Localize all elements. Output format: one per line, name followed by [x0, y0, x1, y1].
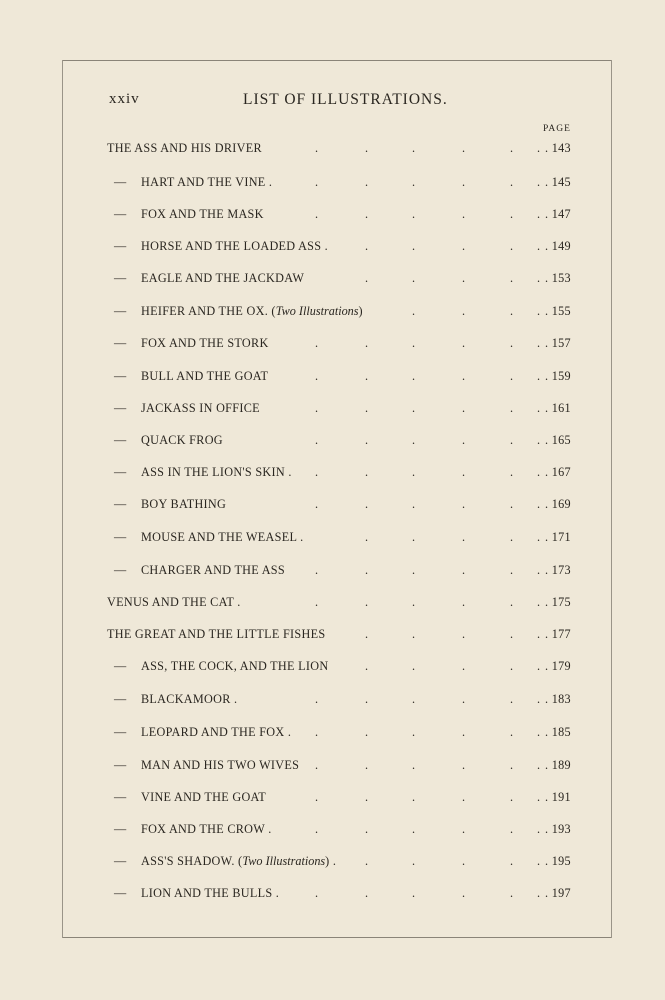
list-item: [0, 595, 665, 615]
page-number: . 153: [545, 271, 571, 285]
entry-title: FOX AND THE CROW .: [141, 822, 272, 836]
ditto-dash: —: [114, 433, 127, 447]
ditto-dash: —: [114, 530, 127, 544]
page-folio: xxiv: [109, 91, 140, 107]
leader-dots: . . . . . .: [315, 822, 541, 836]
entry-title: ASS IN THE LION'S SKIN .: [141, 465, 292, 479]
leader-dots: . . . . .: [365, 530, 541, 544]
ditto-dash: —: [114, 692, 127, 706]
entry-title: MOUSE AND THE WEASEL .: [141, 530, 304, 544]
ditto-dash: —: [114, 563, 127, 577]
list-item: [0, 627, 665, 647]
list-item: [0, 854, 665, 874]
page-number: . 179: [545, 659, 571, 673]
entry-title: VENUS AND THE CAT .: [107, 595, 241, 609]
list-item: [0, 207, 665, 227]
page-number: . 171: [545, 530, 571, 544]
ditto-dash: —: [114, 725, 127, 739]
page-number: . 155: [545, 304, 571, 318]
leader-dots: . . . . .: [365, 854, 541, 868]
entry-title: FOX AND THE STORK: [141, 336, 269, 350]
ditto-dash: —: [114, 336, 127, 350]
ditto-dash: —: [114, 790, 127, 804]
running-title: LIST OF ILLUSTRATIONS.: [243, 91, 448, 108]
ditto-dash: —: [114, 854, 127, 868]
ditto-dash: —: [114, 822, 127, 836]
list-item: [0, 369, 665, 389]
leader-dots: . . . . . .: [315, 725, 541, 739]
leader-dots: . . . . . .: [315, 465, 541, 479]
leader-dots: . . . . . .: [315, 401, 541, 415]
entry-title: CHARGER AND THE ASS: [141, 563, 285, 577]
entry-title: BULL AND THE GOAT: [141, 369, 269, 383]
page-number: . 157: [545, 336, 571, 350]
page-number: . 143: [545, 141, 571, 155]
ditto-dash: —: [114, 175, 127, 189]
page-number: . 173: [545, 563, 571, 577]
entry-title: QUACK FROG: [141, 433, 223, 447]
list-item: [0, 336, 665, 356]
ditto-dash: —: [114, 758, 127, 772]
page-number: . 189: [545, 758, 571, 772]
leader-dots: . . . . . .: [315, 692, 541, 706]
list-item: [0, 692, 665, 712]
leader-dots: . . . . .: [365, 239, 541, 253]
leader-dots: . . . . . .: [315, 563, 541, 577]
ditto-dash: —: [114, 401, 127, 415]
leader-dots: . . . . . .: [315, 790, 541, 804]
page-number: . 161: [545, 401, 571, 415]
leader-dots: . . . . . .: [315, 141, 541, 155]
entry-title: BLACKAMOOR .: [141, 692, 238, 706]
ditto-dash: —: [114, 497, 127, 511]
list-item: [0, 433, 665, 453]
entry-title: ASS'S SHADOW. (Two Illustrations) .: [141, 854, 337, 868]
ditto-dash: —: [114, 271, 127, 285]
list-item: [0, 822, 665, 842]
leader-dots: . . . . . .: [315, 175, 541, 189]
page-number: . 159: [545, 369, 571, 383]
page-number: . 165: [545, 433, 571, 447]
page-number: . 167: [545, 465, 571, 479]
list-item: [0, 175, 665, 195]
entry-title: THE GREAT AND THE LITTLE FISHES: [107, 627, 326, 641]
leader-dots: . . . . . .: [315, 886, 541, 900]
page-number: . 197: [545, 886, 571, 900]
ditto-dash: —: [114, 465, 127, 479]
leader-dots: . . . . . .: [315, 336, 541, 350]
entry-note: Two Illustrations: [275, 304, 359, 318]
leader-dots: . . . . .: [365, 659, 541, 673]
page-number: . 145: [545, 175, 571, 189]
entry-title: MAN AND HIS TWO WIVES: [141, 758, 300, 772]
page-number: . 149: [545, 239, 571, 253]
entry-title: VINE AND THE GOAT: [141, 790, 267, 804]
leader-dots: . . . . . .: [315, 433, 541, 447]
leader-dots: . . . .: [412, 304, 541, 318]
list-item: [0, 886, 665, 906]
list-item: [0, 304, 665, 324]
entry-title: HEIFER AND THE OX. (Two Illustrations): [141, 304, 363, 318]
ditto-dash: —: [114, 239, 127, 253]
entry-title: JACKASS IN OFFICE: [141, 401, 260, 415]
leader-dots: . . . . .: [365, 271, 541, 285]
list-item: [0, 401, 665, 421]
entry-title: THE ASS AND HIS DRIVER: [107, 141, 262, 155]
ditto-dash: —: [114, 659, 127, 673]
page-number: . 169: [545, 497, 571, 511]
page-number: . 175: [545, 595, 571, 609]
page-number: . 195: [545, 854, 571, 868]
list-item: [0, 530, 665, 550]
page-column-label: PAGE: [543, 124, 571, 134]
list-item: [0, 497, 665, 517]
page-number: . 185: [545, 725, 571, 739]
list-item: [0, 239, 665, 259]
list-item: [0, 141, 665, 161]
leader-dots: . . . . . .: [315, 369, 541, 383]
ditto-dash: —: [114, 369, 127, 383]
leader-dots: . . . . . .: [315, 595, 541, 609]
page-number: . 191: [545, 790, 571, 804]
entry-title: FOX AND THE MASK: [141, 207, 264, 221]
list-item: [0, 659, 665, 679]
leader-dots: . . . . . .: [315, 497, 541, 511]
page-number: . 193: [545, 822, 571, 836]
ditto-dash: —: [114, 304, 127, 318]
list-item: [0, 758, 665, 778]
list-item: [0, 725, 665, 745]
list-item: [0, 465, 665, 485]
page-number: . 183: [545, 692, 571, 706]
entry-title: HORSE AND THE LOADED ASS .: [141, 239, 329, 253]
entry-title: EAGLE AND THE JACKDAW: [141, 271, 305, 285]
bottom-rule: [62, 937, 612, 938]
leader-dots: . . . . . .: [315, 758, 541, 772]
page-number: . 177: [545, 627, 571, 641]
page-number: . 147: [545, 207, 571, 221]
leader-dots: . . . . .: [365, 627, 541, 641]
entry-note: Two Illustrations: [242, 854, 326, 868]
ditto-dash: —: [114, 886, 127, 900]
entry-title: ASS, THE COCK, AND THE LION: [141, 659, 329, 673]
leader-dots: . . . . . .: [315, 207, 541, 221]
ditto-dash: —: [114, 207, 127, 221]
list-item: [0, 790, 665, 810]
entry-title: LION AND THE BULLS .: [141, 886, 280, 900]
list-item: [0, 563, 665, 583]
top-rule: [62, 60, 612, 61]
entry-title: LEOPARD AND THE FOX .: [141, 725, 292, 739]
entry-title: HART AND THE VINE .: [141, 175, 273, 189]
entry-title: BOY BATHING: [141, 497, 227, 511]
list-item: [0, 271, 665, 291]
